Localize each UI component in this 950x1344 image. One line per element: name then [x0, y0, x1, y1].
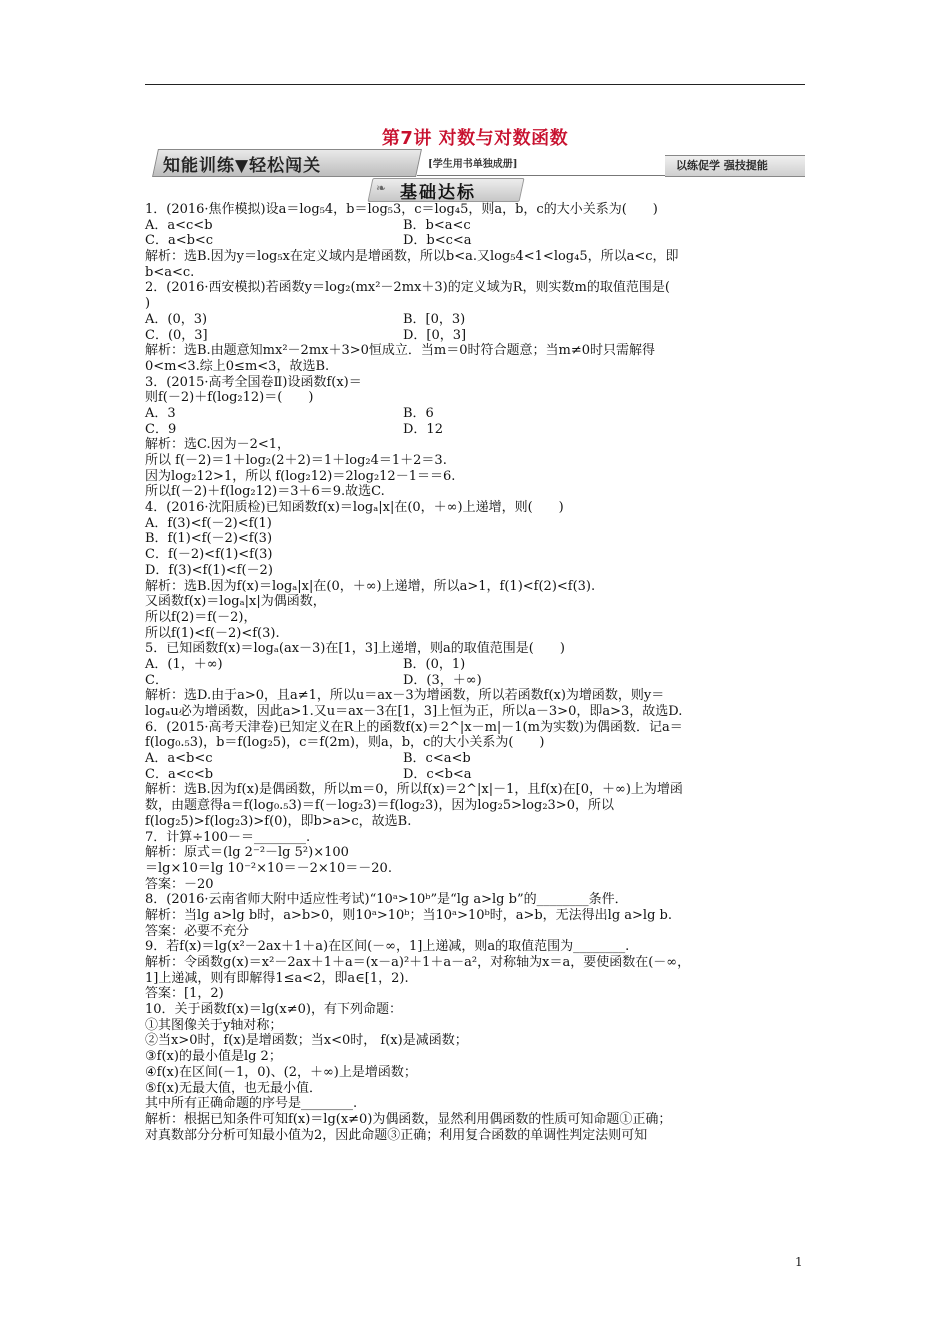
option-text: C．9 — [145, 421, 177, 437]
option-row — [145, 312, 810, 328]
text-line: 2．(2016·西安模拟)若函数y＝log₂(mx²－2mx＋3)的定义域为R，则实数m的取值范围是( — [145, 280, 670, 296]
text-line: 解析：选C.因为－2<1， — [145, 437, 291, 453]
option-text: D．(3，＋∞) — [403, 672, 482, 688]
option-row — [145, 406, 810, 422]
option-row — [145, 233, 810, 249]
text-line: 解析：选B.因为f(x)是偶函数，所以m＝0，所以f(x)＝2^|x|－1，且f(x)在[0，＋∞)上为增函 — [145, 782, 683, 798]
page-number: 1 — [795, 1255, 803, 1269]
option-text: C． — [145, 672, 168, 688]
text-line: 4．(2016·沈阳质检)已知函数f(x)＝logₐ|x|在(0，＋∞)上递增，则( ) — [145, 500, 564, 516]
banner-left-text: 知能训练▼轻松闯关 — [163, 156, 322, 176]
text-line: ②当x>0时，f(x)是增函数；当x<0时， f(x)是减函数； — [145, 1033, 468, 1049]
text-line: f(log₂5)>f(log₂3)>f(0)，即b>a>c，故选B. — [145, 813, 412, 829]
text-line: 对真数部分分析可知最小值为2，因此命题③正确；利用复合函数的单调性判定法则可知 — [145, 1127, 648, 1143]
text-line: 9．若f(x)＝lg(x²－2ax＋1＋a)在区间(－∞，1]上递减，则a的取值范围为________. — [145, 939, 630, 955]
option-text: A．(0，3) — [145, 311, 208, 327]
text-line: 所以f(1)<f(－2)<f(3). — [145, 625, 280, 641]
text-line: f(log₀.₅3)，b＝f(log₂5)，c＝f(2m)，则a，b，c的大小关系为( ) — [145, 735, 545, 751]
text-line: b<a<c. — [145, 264, 195, 280]
option-row — [145, 328, 810, 344]
option-text: B．c<a<b — [403, 751, 471, 767]
text-line: 7．计算÷100－＝________. — [145, 829, 311, 845]
text-line: 解析：当lg a>lg b时，a>b>0，则10ᵃ>10ᵇ；当10ᵃ>10ᵇ时，a>b，无法得出lg a>lg b. — [145, 907, 672, 923]
text-line: 10．关于函数f(x)＝lg(x≠0)，有下列命题： — [145, 1002, 402, 1018]
text-line: logₐu必为增函数，因此a>1.又u＝ax－3在[1，3]上恒为正，所以a－3>0，即a>3，故选D. — [145, 704, 683, 719]
text-line: 5．已知函数f(x)＝logₐ(ax－3)在[1，3]上递增，则a的取值范围是( ) — [145, 641, 565, 657]
text-line: ) — [145, 296, 151, 312]
text-line: 0<m<3.综上0≤m<3，故选B. — [145, 358, 330, 374]
option-text: C．a<b<c — [145, 233, 214, 249]
option-row — [145, 751, 810, 767]
text-line: 所以f(2)＝f(－2)， — [145, 609, 257, 625]
text-line: 1．(2016·焦作模拟)设a＝log₅4，b＝log₅3，c＝log₄5，则a，b，c的大小关系为( ) — [145, 202, 658, 217]
text-line: 解析：选B.因为y＝log₅x在定义域内是增函数，所以b<a.又log₅4<1<log₄5，所以a<c，即 — [145, 249, 679, 265]
text-line: 解析：令函数g(x)＝x²－2ax＋1＋a＝(x－a)²＋1＋a－a²，对称轴为x＝a，要使函数在(－∞， — [145, 955, 691, 970]
option-text: D．c<b<a — [403, 766, 472, 782]
option-text: C．a<c<b — [145, 766, 214, 782]
text-line: 其中所有正确命题的序号是________. — [145, 1096, 358, 1112]
option-row — [145, 673, 810, 689]
text-line: 所以f(－2)＋f(log₂12)＝3＋6＝9.故选C. — [145, 484, 385, 500]
option-text: B．(0，1) — [403, 656, 466, 672]
option-text: B．b<a<c — [403, 217, 471, 233]
text-line: ＝lg×10＝lg 10⁻²×10＝－2×10＝－20. — [145, 860, 392, 876]
option-row — [145, 422, 810, 438]
text-line: 答案：[1，2) — [145, 986, 224, 1002]
top-rule — [145, 84, 805, 85]
text-line: 解析：选B.因为f(x)＝logₐ|x|在(0，＋∞)上递增，所以a>1，f(1)<f(2)<f(3). — [145, 578, 596, 594]
page-title: 第7讲 对数与对数函数 — [381, 128, 569, 149]
exercise-content — [145, 202, 810, 1143]
option-text: B．[0，3) — [403, 311, 466, 327]
option-text: D．[0，3] — [403, 327, 467, 343]
section-header — [370, 178, 520, 202]
option-row — [145, 767, 810, 783]
text-line: 解析：根据已知条件可知f(x)＝lg(x≠0)为偶函数，显然利用偶函数的性质可知命题①正确； — [145, 1111, 672, 1127]
option-text: A．a<c<b — [145, 217, 213, 233]
option-text: A．(1，＋∞) — [145, 656, 223, 672]
option-row — [145, 657, 810, 673]
text-line: 6．(2015·高考天津卷)已知定义在R上的函数f(x)＝2^|x－m|－1(m为实数)为偶函数．记a＝ — [145, 719, 683, 735]
text-line: 答案：－20 — [145, 876, 214, 892]
text-line: ①其图像关于y轴对称； — [145, 1017, 283, 1033]
option-text: A．3 — [145, 405, 176, 421]
option-text: D．12 — [403, 421, 443, 437]
banner — [145, 149, 805, 179]
text-line: 因为log₂12>1，所以 f(log₂12)＝2log₂12－1＝＝6. — [145, 468, 456, 484]
banner-right-text: 以练促学 强技提能 — [676, 159, 768, 172]
text-line: 所以 f(－2)＝1＋log₂(2＋2)＝1＋log₂4＝1＋2＝3. — [145, 453, 447, 468]
text-line: D．f(3)<f(1)<f(－2) — [145, 562, 273, 578]
section-title: 基础达标 — [400, 183, 476, 203]
text-line: B．f(1)<f(－2)<f(3) — [145, 531, 273, 547]
text-line: 3．(2015·高考全国卷Ⅱ)设函数f(x)＝ — [145, 374, 362, 390]
ornament-icon: ❧ — [376, 181, 387, 195]
option-text: B．6 — [403, 405, 434, 421]
text-line: ④f(x)在区间(－1，0)、(2，＋∞)上是增函数； — [145, 1064, 417, 1080]
text-line: 解析：原式＝(lg 2⁻²－lg 5²)×100 — [145, 845, 349, 861]
text-line: ⑤f(x)无最大值，也无最小值． — [145, 1080, 322, 1096]
option-text: D．b<c<a — [403, 233, 472, 249]
text-line: 1]上递减，则有即解得1≤a<2，即a∈[1，2). — [145, 970, 409, 986]
text-line: 8．(2016·云南省师大附中适应性考试)“10ᵃ>10ᵇ”是“lg a>lg b”的________条件． — [145, 892, 628, 908]
text-line: 解析：选D.由于a>0，且a≠1，所以u＝ax－3为增函数，所以若函数f(x)为增函数，则y＝ — [145, 688, 665, 704]
text-line: C．f(－2)<f(1)<f(3) — [145, 547, 273, 563]
option-text: A．a<b<c — [145, 751, 213, 767]
text-line: 则f(－2)＋f(log₂12)＝( ) — [145, 390, 314, 406]
text-line: 解析：选B.由题意知mx²－2mx＋3>0恒成立．当m＝0时符合题意；当m≠0时只需解得 — [145, 343, 656, 359]
option-text: C．(0，3] — [145, 327, 208, 343]
banner-subtitle: [学生用书单独成册] — [428, 159, 518, 170]
text-line: ③f(x)的最小值是lg 2； — [145, 1049, 282, 1065]
text-line: 又函数f(x)＝logₐ|x|为偶函数， — [145, 594, 326, 610]
option-row — [145, 218, 810, 234]
text-line: A．f(3)<f(－2)<f(1) — [145, 515, 272, 531]
text-line: 数，由题意得a＝f(log₀.₅3)＝f(－log₂3)＝f(log₂3)，因为log₂5>log₂3>0，所以 — [145, 798, 614, 814]
text-line: 答案：必要不充分 — [145, 923, 250, 939]
